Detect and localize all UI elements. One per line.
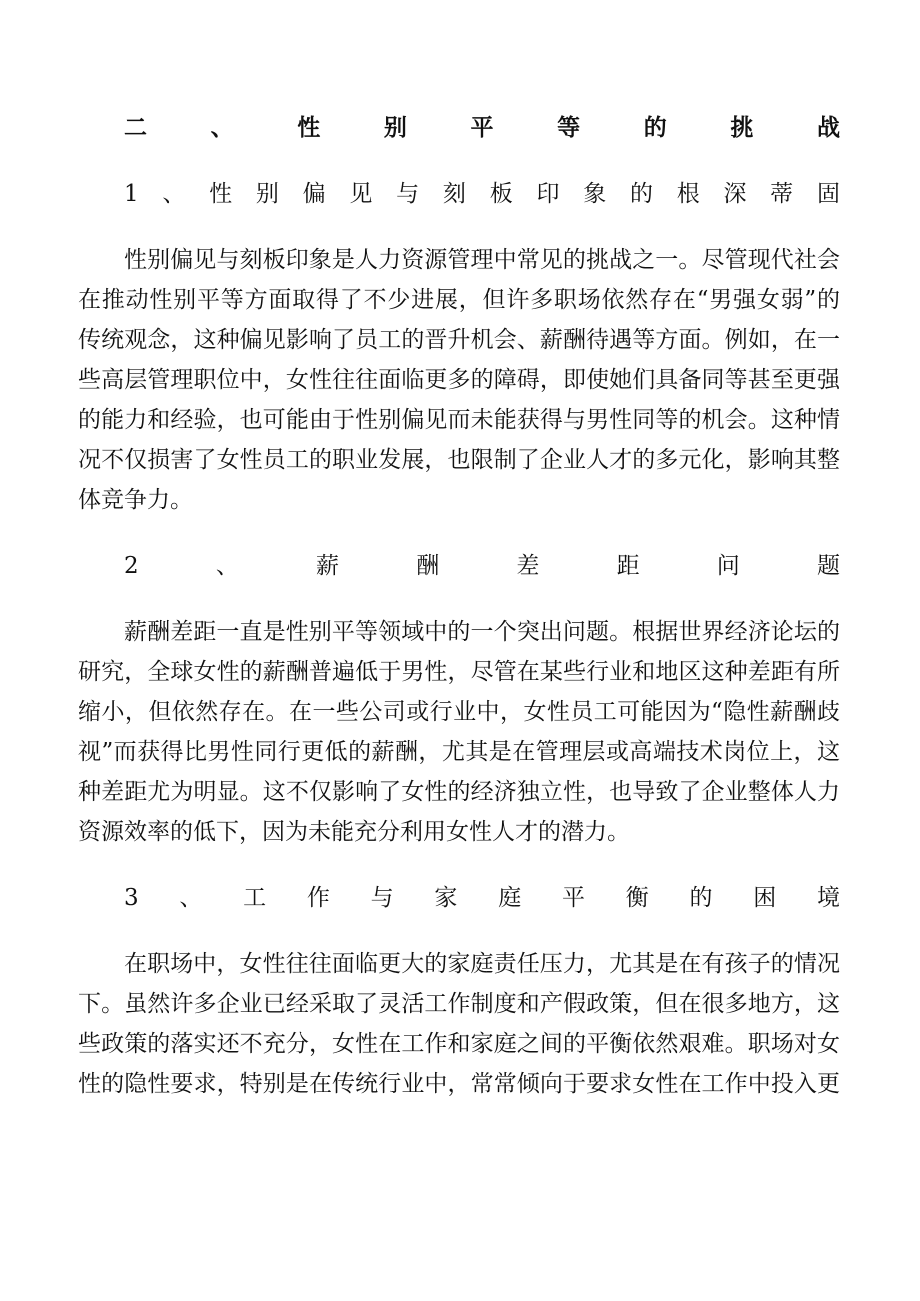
paragraph-line: 性别偏见与刻板印象是人力资源管理中常见的挑战之一。尽管现代社会	[124, 247, 840, 273]
paragraph-line: 传统观念，这种偏见影响了员工的晋升机会、薪酬待遇等方面。例如，在一	[78, 327, 840, 353]
paragraph-line: 体竞争力。	[78, 487, 193, 513]
paragraph-line: 研究，全球女性的薪酬普遍低于男性，尽管在某些行业和地区这种差距有所	[78, 659, 840, 685]
subsection-heading-3: 3、工作与家庭平衡的困境	[124, 885, 840, 911]
paragraph-line: 在职场中，女性往往面临更大的家庭责任压力，尤其是在有孩子的情况	[124, 951, 840, 977]
paragraph-1	[78, 240, 840, 520]
paragraph-line: 下。虽然许多企业已经采取了灵活工作制度和产假政策，但在很多地方，这	[78, 991, 840, 1017]
paragraph-line: 性的隐性要求，特别是在传统行业中，常常倾向于要求女性在工作中投入更	[78, 1071, 840, 1097]
paragraph-3	[78, 944, 840, 1104]
paragraph-2	[78, 612, 840, 852]
paragraph-line: 资源效率的低下，因为未能充分利用女性人才的潜力。	[78, 819, 630, 845]
paragraph-line: 薪酬差距一直是性别平等领域中的一个突出问题。根据世界经济论坛的	[124, 619, 840, 645]
subsection-heading-2: 2、薪酬差距问题	[124, 553, 840, 579]
paragraph-line: 在推动性别平等方面取得了不少进展，但许多职场依然存在“男强女弱”的	[78, 287, 840, 313]
subsection-heading-1: 1、性别偏见与刻板印象的根深蒂固	[124, 181, 840, 207]
paragraph-line: 的能力和经验，也可能由于性别偏见而未能获得与男性同等的机会。这种情	[78, 407, 840, 433]
paragraph-line: 视”而获得比男性同行更低的薪酬，尤其是在管理层或高端技术岗位上，这	[78, 739, 840, 765]
paragraph-line: 缩小，但依然存在。在一些公司或行业中，女性员工可能因为“隐性薪酬歧	[78, 699, 840, 725]
section-title: 二、性别平等的挑战	[124, 114, 840, 141]
paragraph-line: 些政策的落实还不充分，女性在工作和家庭之间的平衡依然艰难。职场对女	[78, 1031, 840, 1057]
document-page	[78, 108, 840, 1130]
paragraph-line: 况不仅损害了女性员工的职业发展，也限制了企业人才的多元化，影响其整	[78, 447, 840, 473]
paragraph-line: 些高层管理职位中，女性往往面临更多的障碍，即使她们具备同等甚至更强	[78, 367, 840, 393]
paragraph-line: 种差距尤为明显。这不仅影响了女性的经济独立性，也导致了企业整体人力	[78, 779, 840, 805]
